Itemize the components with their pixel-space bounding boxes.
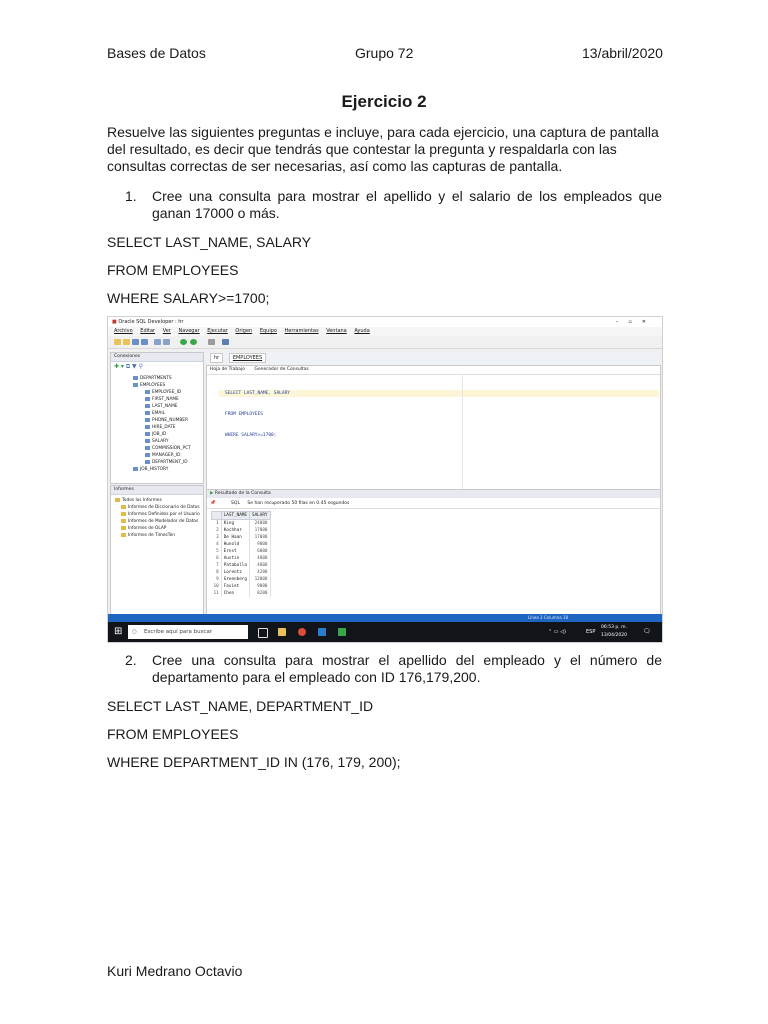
new-icon <box>114 339 121 345</box>
header-group: Grupo 72 <box>355 45 414 61</box>
windows-start-icon: ⊞ <box>114 626 123 637</box>
menu-archivo: Archivo <box>114 328 133 334</box>
table-row <box>212 562 271 569</box>
cell-salary: 24000 <box>249 520 270 528</box>
menu-navegar: Navegar <box>178 328 200 334</box>
folder-icon <box>121 512 126 516</box>
author-footer: Kuri Medrano Octavio <box>107 963 243 979</box>
report-item: Informes de OLAP <box>115 525 200 532</box>
page-title: Ejercicio 2 <box>341 92 427 111</box>
tree-item: SALARY <box>133 438 191 445</box>
header-course: Bases de Datos <box>107 45 206 61</box>
cell-salary: 4800 <box>249 555 270 562</box>
clock-time: 06:53 p. m. <box>601 625 627 630</box>
question-1-number: 1. <box>125 188 137 204</box>
q1-sql-line-3: WHERE SALARY>=1700; <box>107 290 270 306</box>
folder-icon <box>121 505 126 509</box>
debug-icon <box>208 339 215 345</box>
report-item: Informes de Diccionario de Datos <box>115 504 200 511</box>
editor-tab-strip <box>206 352 659 364</box>
results-toolbar <box>207 499 660 509</box>
column-icon <box>145 439 150 443</box>
windows-taskbar <box>108 622 662 642</box>
row-number: 2 <box>212 527 222 534</box>
row-number: 5 <box>212 548 222 555</box>
language-indicator: ESP <box>586 629 596 635</box>
add-connection-icon: ✚ ▾ ⧉ ▼ ⚲ <box>114 363 143 370</box>
q2-sql-line-2: FROM EMPLOYEES <box>107 726 239 742</box>
cell-last-name: Lorentz <box>221 569 249 576</box>
table-row <box>212 548 271 555</box>
tree-item: MANAGER_ID <box>133 452 191 459</box>
row-number: 7 <box>212 562 222 569</box>
q2-sql-line-3: WHERE DEPARTMENT_ID IN (176, 179, 200); <box>107 754 401 770</box>
cell-salary: 17000 <box>249 527 270 534</box>
folder-icon <box>121 526 126 530</box>
q1-sql-line-2: FROM EMPLOYEES <box>107 262 239 278</box>
row-number: 3 <box>212 534 222 541</box>
status-bar <box>108 614 662 622</box>
code-line-3: WHERE SALARY>=1700; <box>225 433 277 438</box>
column-icon <box>145 411 150 415</box>
notifications-icon: 🗨 <box>643 628 651 635</box>
clock-date: 13/04/2020 <box>601 633 627 638</box>
column-icon <box>145 390 150 394</box>
reports-panel <box>110 485 204 615</box>
table-row <box>212 590 271 597</box>
tab-hr: hr <box>210 353 223 363</box>
app-icon: ■ <box>112 319 117 325</box>
column-icon <box>145 397 150 401</box>
cell-last-name: Austin <box>221 555 249 562</box>
cell-salary: 6000 <box>249 548 270 555</box>
grid-corner <box>212 512 222 520</box>
task-view-icon <box>258 628 268 638</box>
report-item: Informes de Modelador de Datos <box>115 518 200 525</box>
column-header-last-name: LAST_NAME <box>221 512 249 520</box>
menu-herramientas: Herramientas <box>284 328 319 334</box>
column-icon <box>145 432 150 436</box>
column-icon <box>145 446 150 450</box>
cell-salary: 4200 <box>249 569 270 576</box>
table-row <box>212 520 271 528</box>
cell-last-name: Faviet <box>221 583 249 590</box>
save-icon <box>132 339 139 345</box>
cortana-icon: ○ <box>132 629 137 635</box>
cell-last-name: King <box>221 520 249 528</box>
cell-last-name: Chen <box>221 590 249 597</box>
table-row <box>212 576 271 583</box>
chrome-icon <box>298 628 306 636</box>
mail-icon <box>318 628 326 636</box>
cell-salary: 9000 <box>249 541 270 548</box>
tree-item: EMPLOYEE_ID <box>133 389 191 396</box>
question-1 <box>125 188 662 222</box>
column-icon <box>145 460 150 464</box>
column-icon <box>145 418 150 422</box>
q2-sql-line-1: SELECT LAST_NAME, DEPARTMENT_ID <box>107 698 374 714</box>
row-number: 1 <box>212 520 222 528</box>
folder-icon <box>121 533 126 537</box>
folder-icon <box>121 519 126 523</box>
cell-last-name: Kochhar <box>221 527 249 534</box>
sql-label: SQL <box>231 501 240 506</box>
tree-item: DEPARTMENT_ID <box>133 459 191 466</box>
results-message: Se han recuperado 50 filas en 0.45 segundos <box>247 501 350 506</box>
results-title: Resultado de la Consulta <box>214 491 271 496</box>
tree-item: LAST_NAME <box>133 403 191 410</box>
row-number: 10 <box>212 583 222 590</box>
taskbar-search <box>128 625 248 639</box>
window-controls-icon: –▫✕ <box>615 319 656 325</box>
forward-icon <box>190 339 197 345</box>
search-placeholder: Escribe aquí para buscar <box>144 629 213 635</box>
table-row <box>212 555 271 562</box>
table-row <box>212 569 271 576</box>
menu-origen: Origen <box>235 328 253 334</box>
menu-ayuda: Ayuda <box>354 328 370 334</box>
question-2-text: Cree una consulta para mostrar el apellido del empleado y el número de departamento para el empleado con ID 176,179,200. <box>152 652 662 685</box>
connections-tree <box>133 375 191 473</box>
sql-code <box>225 376 290 453</box>
subtab-query-builder: Generador de Consultas <box>254 367 309 372</box>
open-icon <box>123 339 130 345</box>
cell-salary: 8200 <box>249 590 270 597</box>
worksheet-subtabs <box>207 366 660 375</box>
question-2-number: 2. <box>125 652 137 668</box>
main-toolbar <box>108 336 662 349</box>
question-2 <box>125 652 662 686</box>
header-date: 13/abril/2020 <box>582 45 663 61</box>
tree-item: FIRST_NAME <box>133 396 191 403</box>
save-all-icon <box>141 339 148 345</box>
cell-last-name: Ernst <box>221 548 249 555</box>
row-number: 8 <box>212 569 222 576</box>
cell-salary: 17000 <box>249 534 270 541</box>
table-icon <box>133 383 138 387</box>
tree-item: HIRE_DATE <box>133 424 191 431</box>
column-icon <box>145 453 150 457</box>
q1-sql-line-1: SELECT LAST_NAME, SALARY <box>107 234 312 250</box>
cell-salary: 9000 <box>249 583 270 590</box>
table-row <box>212 583 271 590</box>
subtab-worksheet: Hoja de Trabajo <box>210 367 245 372</box>
table-row <box>212 527 271 534</box>
tree-item: EMPLOYEES <box>133 382 191 389</box>
back-icon <box>180 339 187 345</box>
query-results-panel <box>206 489 661 616</box>
results-tab <box>207 490 660 498</box>
window-titlebar <box>108 317 662 327</box>
undo-icon <box>154 339 161 345</box>
table-row <box>212 541 271 548</box>
reports-tree <box>115 497 200 539</box>
tree-item: JOB_HISTORY <box>133 466 191 473</box>
tree-item: EMAIL <box>133 410 191 417</box>
sql-developer-screenshot <box>107 316 663 643</box>
column-header-salary: SALARY <box>249 512 270 520</box>
menu-ventana: Ventana <box>326 328 347 334</box>
explorer-icon <box>278 628 286 636</box>
tray-icons: ⌃ ▭ ◁) <box>548 629 566 635</box>
row-number: 6 <box>212 555 222 562</box>
results-icon: ▶ <box>210 491 214 496</box>
report-item: Todos los Informes <box>115 497 200 504</box>
table-icon <box>133 467 138 471</box>
folder-icon <box>115 498 120 502</box>
connections-title: Conexiones <box>111 353 203 362</box>
tree-item: PHONE_NUMBER <box>133 417 191 424</box>
table-icon <box>133 376 138 380</box>
sql-worksheet <box>206 365 661 497</box>
question-1-text: Cree una consulta para mostrar el apellido y el salario de los empleados que ganan 17000 o más. <box>152 188 662 221</box>
results-grid <box>211 511 271 597</box>
editor-divider <box>462 374 463 494</box>
cell-last-name: Greenberg <box>221 576 249 583</box>
cell-last-name: Pataballa <box>221 562 249 569</box>
menu-ver: Ver <box>162 328 171 334</box>
menu-ejecutar: Ejecutar <box>207 328 228 334</box>
menu-equipo: Equipo <box>259 328 277 334</box>
table-row <box>212 534 271 541</box>
cell-salary: 12008 <box>249 576 270 583</box>
report-item: Informes de TimesTen <box>115 532 200 539</box>
report-item: Informes Definidos por el Usuario <box>115 511 200 518</box>
tree-item: JOB_ID <box>133 431 191 438</box>
row-number: 9 <box>212 576 222 583</box>
migrate-icon <box>222 339 229 345</box>
reports-title: Informes <box>111 486 203 495</box>
redo-icon <box>163 339 170 345</box>
tree-item: COMMISSION_PCT <box>133 445 191 452</box>
cell-salary: 4800 <box>249 562 270 569</box>
menu-editar: Editar <box>140 328 156 334</box>
intro-paragraph: Resuelve las siguientes preguntas e incluye, para cada ejercicio, una captura de pantalla del resultado, es decir que tendrás que contestar la pregunta y respaldarla con las consultas correctas de ser necesarias, así como las capturas de pantalla. <box>107 124 659 174</box>
column-icon <box>145 425 150 429</box>
window-title: Oracle SQL Developer : hr <box>118 319 184 325</box>
code-line-2: FROM EMPLOYEES <box>225 412 263 417</box>
menu-bar <box>108 327 662 336</box>
cell-last-name: De Haan <box>221 534 249 541</box>
code-line-1: SELECT LAST_NAME, SALARY <box>225 391 291 396</box>
cell-last-name: Hunold <box>221 541 249 548</box>
row-number: 11 <box>212 590 222 597</box>
column-icon <box>145 404 150 408</box>
sqldeveloper-taskbar-icon <box>338 628 346 636</box>
tab-employees: EMPLOYEES <box>229 353 266 363</box>
cursor-position: Línea 3 Columna 18 <box>528 615 569 620</box>
pin-icon: 📌 <box>210 501 216 506</box>
tree-item: DEPARTMENTS <box>133 375 191 382</box>
connections-panel <box>110 352 204 484</box>
row-number: 4 <box>212 541 222 548</box>
